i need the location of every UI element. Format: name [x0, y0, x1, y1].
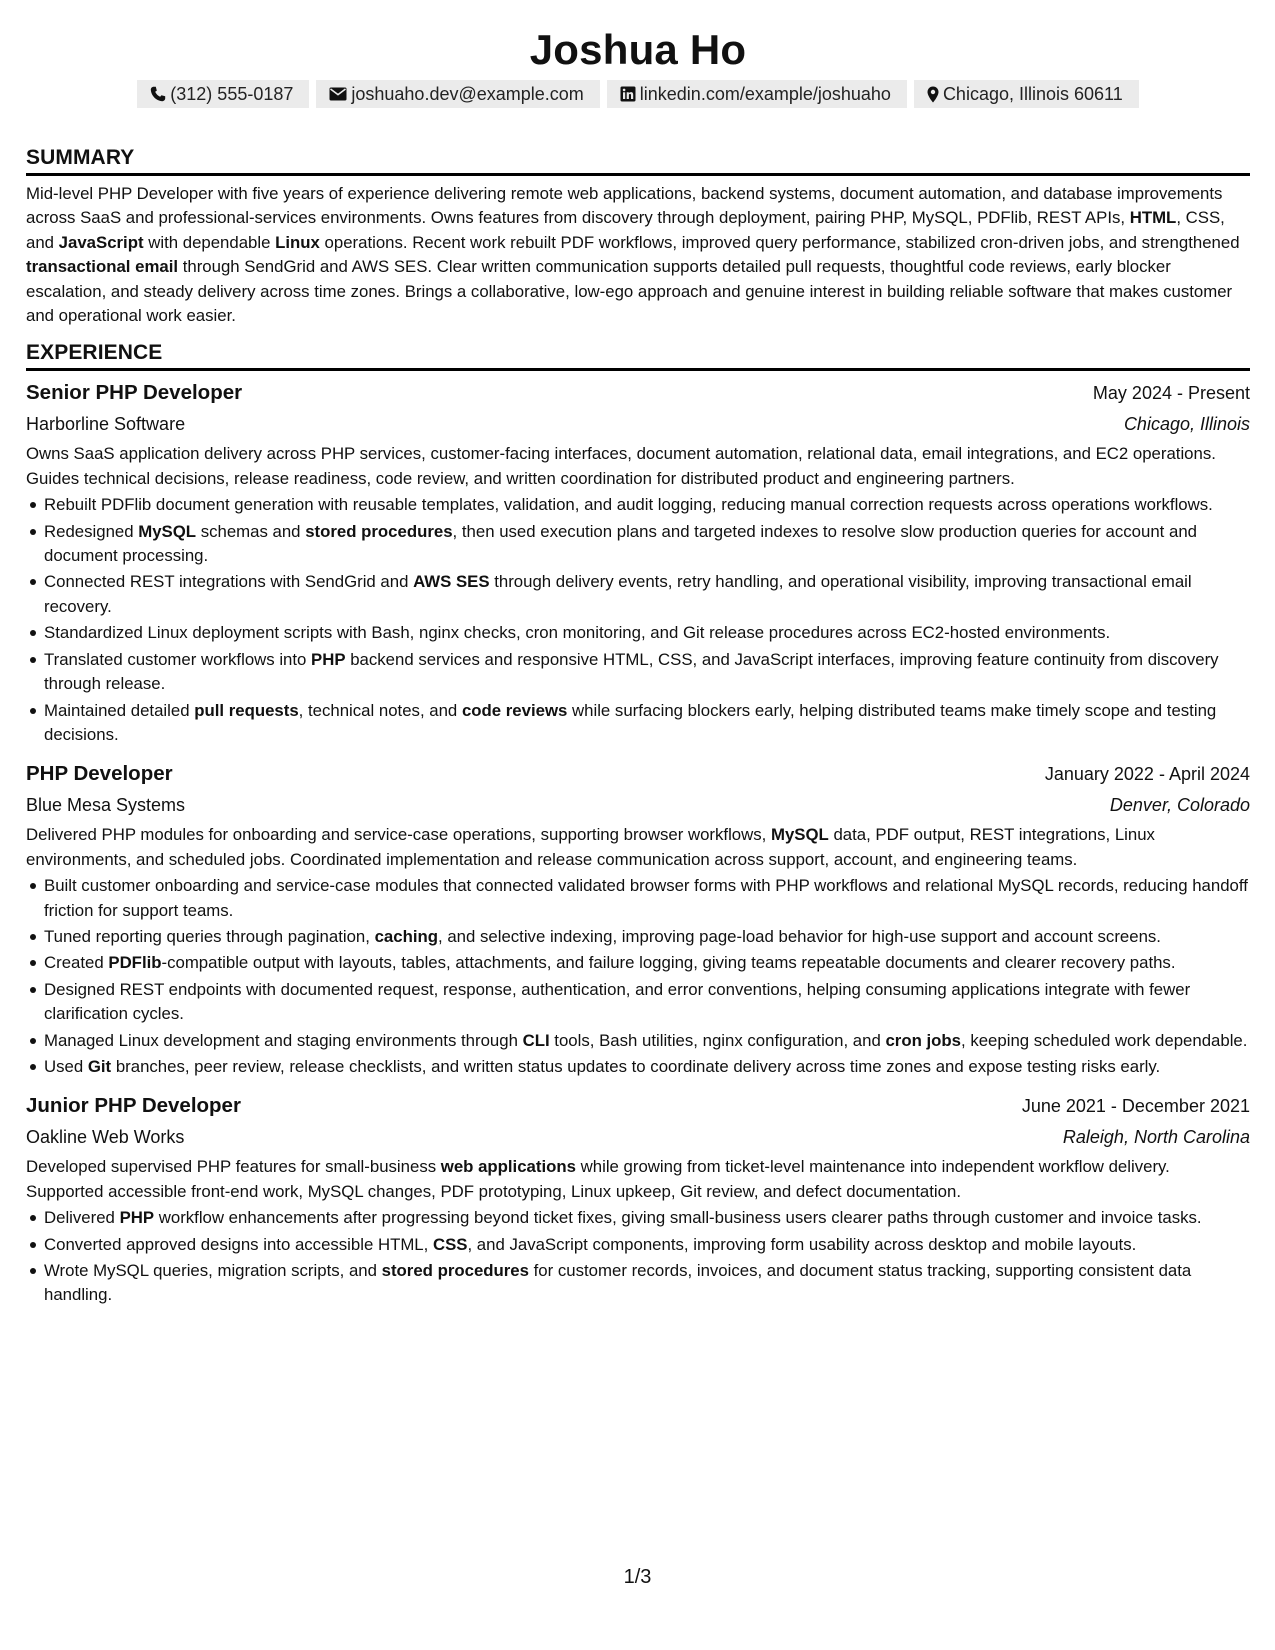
emphasized-keyword: Linux [275, 232, 320, 252]
job-company: Oakline Web Works [26, 1127, 185, 1148]
emphasized-keyword: CLI [522, 1030, 550, 1050]
job-bullet: Created PDFlib-compatible output with layouts, tables, attachments, and failure logging, giving teams repeatable documents and clearer recovery paths. [26, 951, 1250, 975]
job-bullet: Maintained detailed pull requests, technical notes, and code reviews while surfacing blockers early, helping distributed teams make timely scope and testing decisions. [26, 699, 1250, 748]
experience-heading: EXPERIENCE [26, 339, 1250, 371]
contact-linkedin[interactable] [607, 80, 907, 108]
job-entry [26, 1090, 1250, 1307]
contact-phone [137, 80, 309, 108]
contact-linkedin-text: linkedin.com/example/joshuaho [639, 84, 891, 104]
emphasized-keyword: stored procedures [381, 1261, 529, 1280]
emphasized-keyword: HTML [1129, 208, 1177, 228]
emphasized-keyword: PHP [311, 649, 346, 669]
job-location: Denver, Colorado [1109, 795, 1250, 816]
job-bullet: Standardized Linux deployment scripts with Bash, nginx checks, cron monitoring, and Git release procedures across EC2-hosted environments. [26, 621, 1250, 645]
emphasized-keyword: stored procedures [305, 521, 453, 541]
job-dates: June 2021 - December 2021 [1021, 1096, 1250, 1117]
job-dates: May 2024 - Present [1092, 383, 1250, 404]
emphasized-keyword: Git [87, 1056, 112, 1076]
job-summary: Delivered PHP modules for onboarding and service-case operations, supporting browser workflows, MySQL data, PDF output, REST integrations, Linux environments, and scheduled jobs. Coordinated implementation and release communication across support, account, and engineering teams. [26, 825, 1155, 869]
emphasized-keyword: cron jobs [885, 1030, 961, 1050]
job-title: Junior PHP Developer [26, 1094, 241, 1118]
emphasized-keyword: transactional email [26, 257, 179, 277]
job-dates: January 2022 - April 2024 [1044, 764, 1250, 785]
emphasized-keyword: MySQL [770, 825, 829, 845]
job-entry [26, 758, 1250, 1079]
emphasized-keyword: PDFlib [108, 953, 162, 973]
contact-location [914, 80, 1139, 108]
job-company-row [26, 1122, 1250, 1153]
job-bullets [26, 874, 1250, 1079]
job-summary: Developed supervised PHP features for small-business web applications while growing from ticket-level maintenance into independent workflow delivery. Supported accessible front-end work, MySQL changes, PDF prototyping, Linux upkeep, Git review, and defect documentation. [26, 1157, 1170, 1201]
contact-email[interactable] [316, 80, 599, 108]
job-entry [26, 377, 1250, 747]
job-bullet: Managed Linux development and staging environments through CLI tools, Bash utilities, nginx configuration, and cron jobs, keeping scheduled work dependable. [26, 1029, 1250, 1053]
job-company-row [26, 409, 1250, 440]
job-title: PHP Developer [26, 762, 173, 786]
experience-list [26, 377, 1250, 1307]
job-bullet: Built customer onboarding and service-case modules that connected validated browser forms with PHP workflows and relational MySQL records, reducing handoff friction for support teams. [26, 874, 1250, 923]
job-header-row [26, 377, 1250, 409]
job-company-row [26, 790, 1250, 821]
job-bullet: Redesigned MySQL schemas and stored procedures, then used execution plans and targeted indexes to resolve slow production queries for account and document processing. [26, 520, 1250, 569]
job-summary: Owns SaaS application delivery across PHP services, customer-facing interfaces, document automation, relational data, email integrations, and EC2 operations. Guides technical decisions, release readiness, code review, and written coordination for distributed product and engineering partners. [26, 444, 1216, 488]
phone-icon [150, 86, 166, 102]
contact-location-text: Chicago, Illinois 60611 [942, 84, 1123, 104]
job-header-row [26, 758, 1250, 790]
emphasized-keyword: caching [374, 926, 438, 946]
job-company: Blue Mesa Systems [26, 795, 186, 816]
map-pin-icon [927, 86, 939, 103]
contact-bar [26, 80, 1250, 108]
summary-heading: SUMMARY [26, 144, 1250, 176]
job-header-row [26, 1090, 1250, 1122]
job-bullet: Designed REST endpoints with documented request, response, authentication, and error conventions, helping consuming applications integrate with fewer clarification cycles. [26, 978, 1250, 1027]
job-title: Senior PHP Developer [26, 381, 243, 405]
job-bullet: Connected REST integrations with SendGrid and AWS SES through delivery events, retry handling, and operational visibility, improving transactional email recovery. [26, 570, 1250, 619]
job-bullet: Translated customer workflows into PHP backend services and responsive HTML, CSS, and JavaScript interfaces, improving feature continuity from discovery through release. [26, 648, 1250, 697]
emphasized-keyword: PHP [119, 1208, 155, 1228]
job-bullet: Used Git branches, peer review, release checklists, and written status updates to coordinate delivery across time zones and expose testing risks early. [26, 1055, 1250, 1079]
emphasized-keyword: pull requests [194, 700, 299, 720]
job-bullet: Converted approved designs into accessible HTML, CSS, and JavaScript components, improving form usability across desktop and mobile layouts. [26, 1233, 1250, 1257]
job-bullet: Delivered PHP workflow enhancements after progressing beyond ticket fixes, giving small-business users clearer paths through customer and invoice tasks. [26, 1206, 1250, 1230]
emphasized-keyword: JavaScript [58, 232, 144, 252]
job-bullet: Rebuilt PDFlib document generation with reusable templates, validation, and audit logging, reducing manual correction requests across operations workflows. [26, 493, 1250, 517]
contact-email-text: joshuaho.dev@example.com [351, 84, 584, 104]
job-bullets [26, 493, 1250, 747]
emphasized-keyword: web applications [440, 1157, 576, 1177]
job-bullet: Tuned reporting queries through pagination, caching, and selective indexing, improving page-load behavior for high-use support and account screens. [26, 925, 1250, 949]
linkedin-icon [620, 86, 636, 102]
page-indicator: 1/3 [623, 1566, 652, 1588]
job-location: Raleigh, North Carolina [1062, 1127, 1250, 1148]
emphasized-keyword: code reviews [461, 700, 568, 720]
emphasized-keyword: MySQL [138, 521, 197, 541]
envelope-icon [329, 87, 347, 101]
job-location: Chicago, Illinois [1123, 414, 1250, 435]
contact-phone-text: (312) 555-0187 [170, 84, 294, 104]
summary-text: Mid-level PHP Developer with five years of experience delivering remote web applications, backend systems, document automation, and database improvements across SaaS and professional-services environments. Owns features from discovery through deployment, pairing PHP, MySQL, PDFlib, REST APIs, HTML, CSS, and JavaScript with dependable Linux operations. Recent work rebuilt PDF workflows, improved query performance, stabilized cron-driven jobs, and strengthened transactional email through SendGrid and AWS SES. Clear written communication supports detailed pull requests, thoughtful code reviews, early blocker escalation, and steady delivery across time zones. Brings a collaborative, low-ego approach and genuine interest in building reliable software that makes customer and operational work easier. [26, 184, 1240, 326]
emphasized-keyword: AWS SES [413, 572, 490, 592]
candidate-name: Joshua Ho [529, 26, 747, 73]
job-company: Harborline Software [26, 414, 186, 435]
job-bullets [26, 1206, 1250, 1308]
job-bullet: Wrote MySQL queries, migration scripts, and stored procedures for customer records, invoices, and document status tracking, supporting consistent data handling. [26, 1259, 1250, 1308]
resume-page [26, 0, 1250, 1308]
emphasized-keyword: CSS [432, 1234, 468, 1254]
